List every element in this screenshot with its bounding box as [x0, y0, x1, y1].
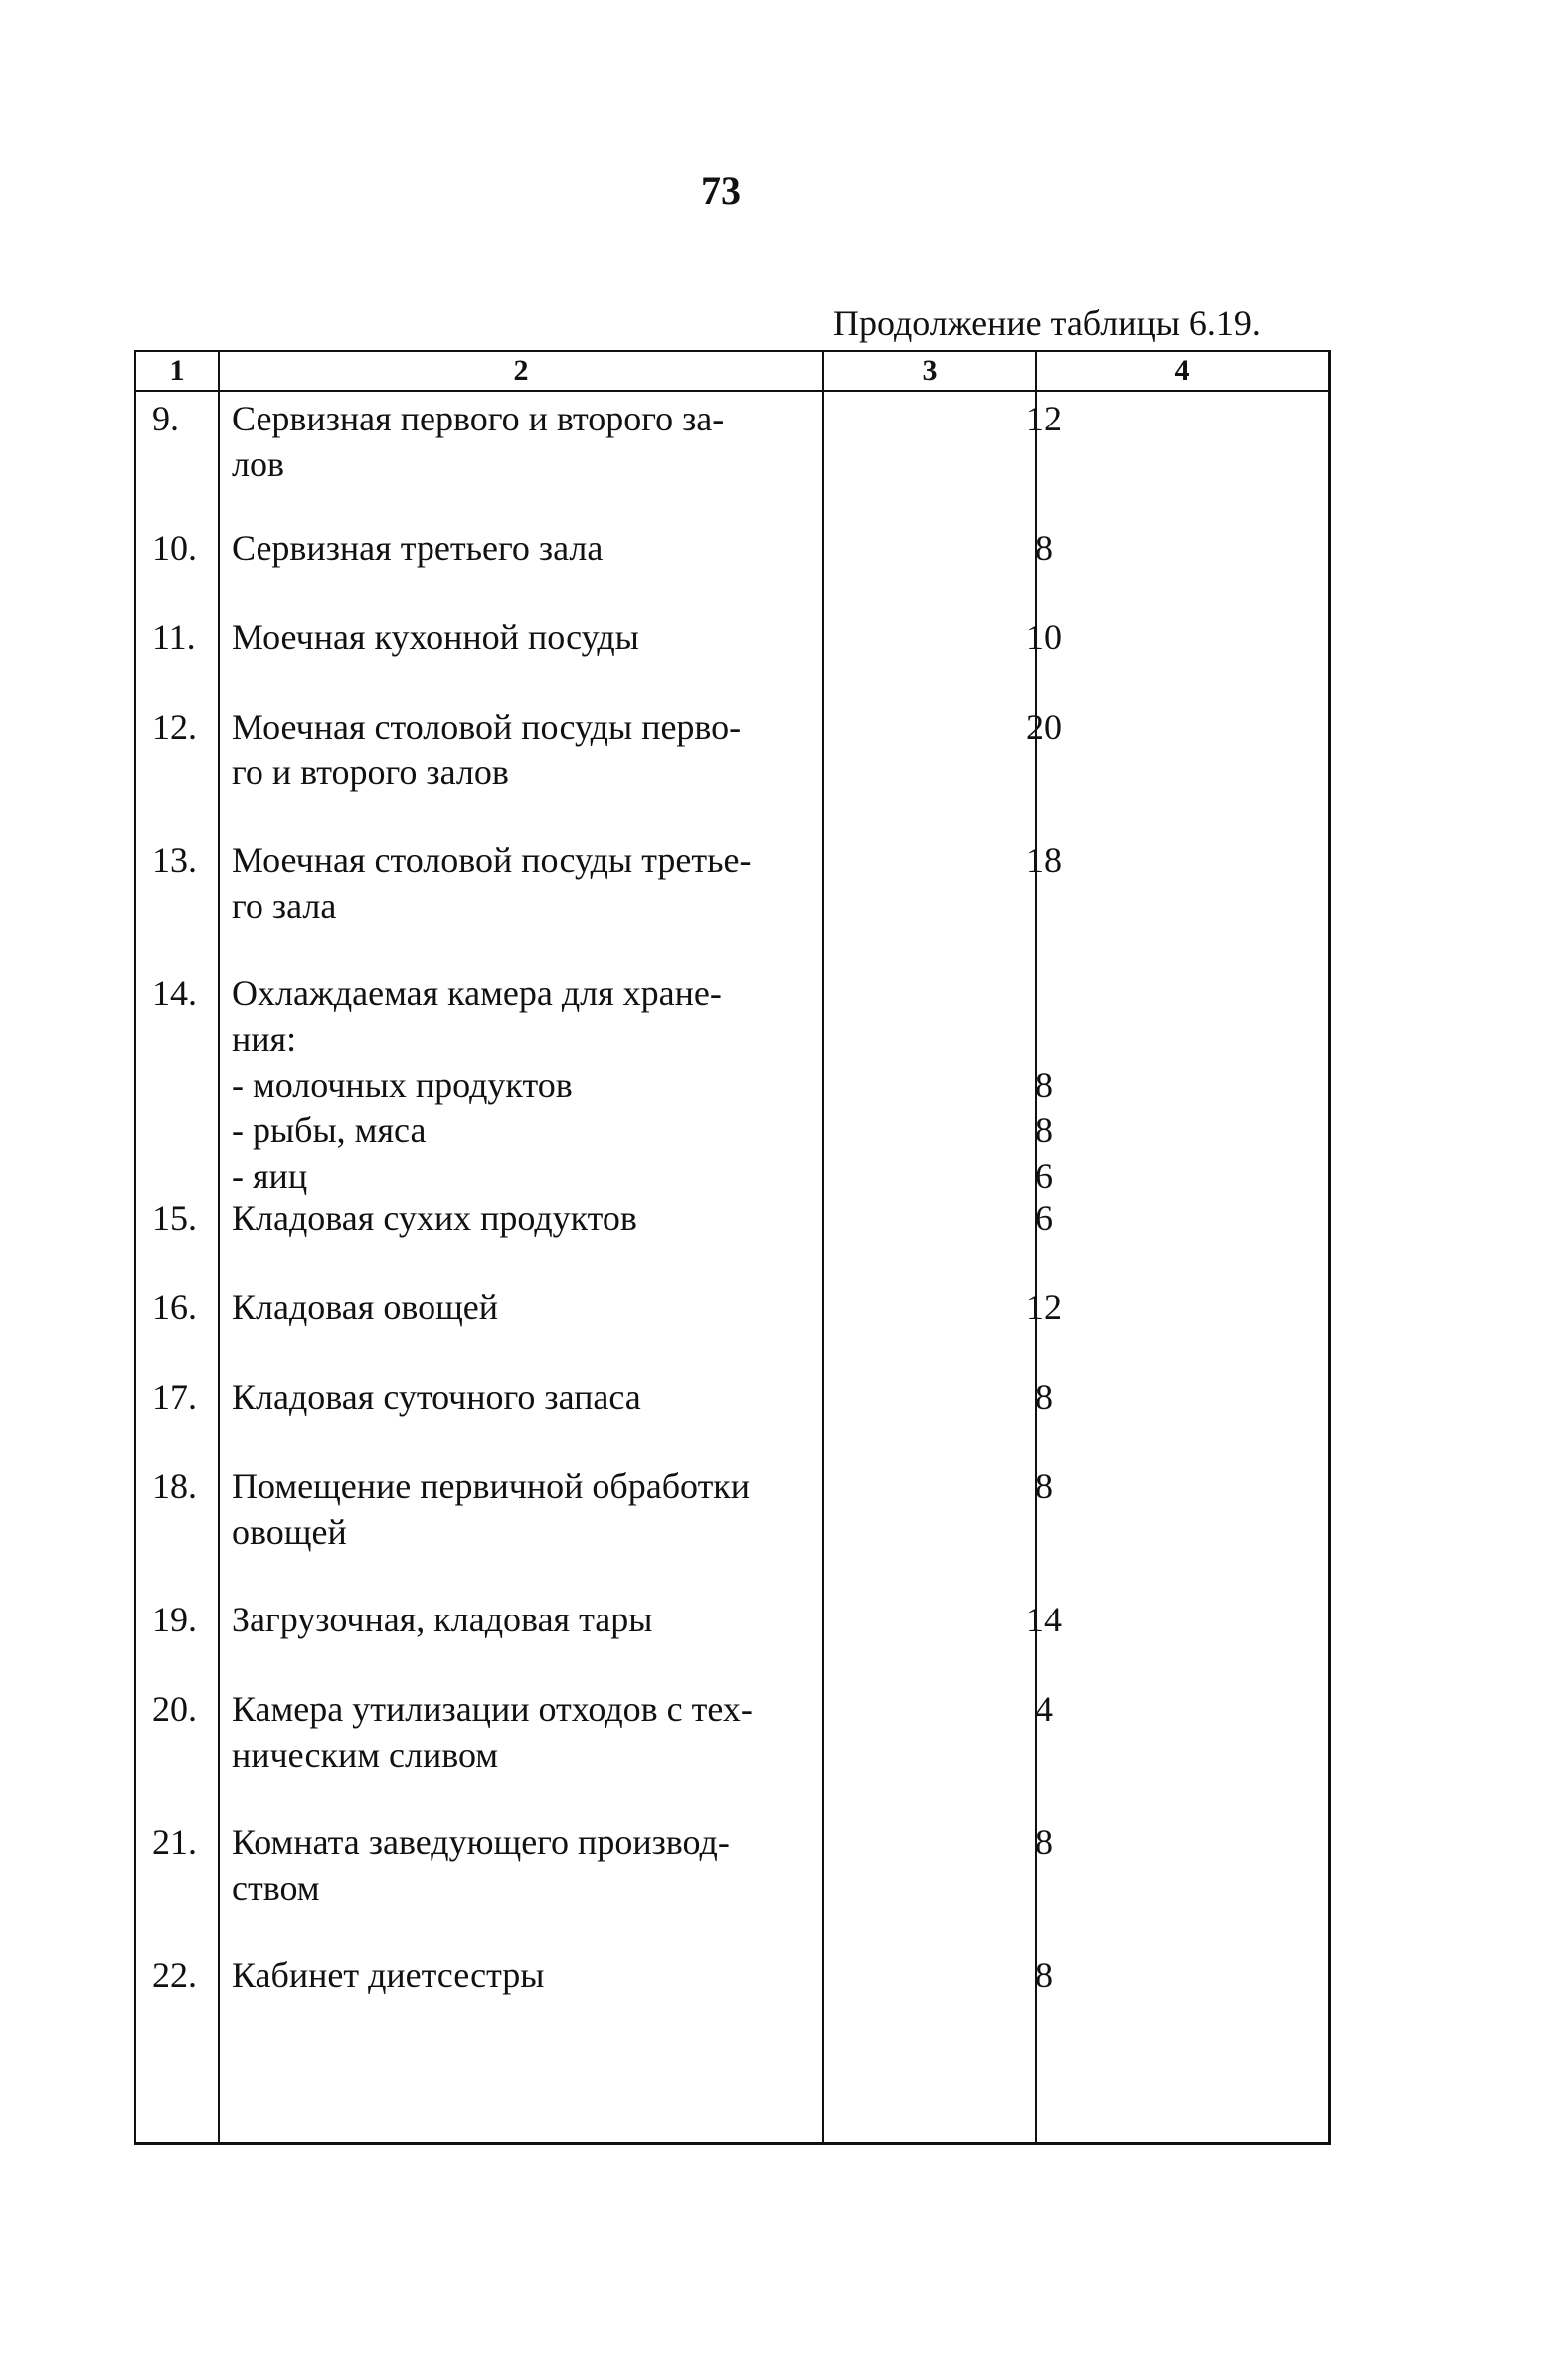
area-value-line: 20 [1026, 707, 1062, 747]
room-name-line: Сервизная третьего зала [232, 528, 604, 568]
area-value-line: 8 [1035, 1377, 1053, 1417]
room-name [232, 1597, 928, 1642]
room-area-value [940, 1597, 1148, 1642]
area-value-line: 8 [1035, 528, 1053, 568]
room-name-line: Кладовая овощей [232, 1287, 499, 1327]
header-col-3: 3 [922, 354, 938, 387]
room-name-line: Кладовая сухих продуктов [232, 1198, 637, 1238]
room-name [232, 1819, 928, 1911]
room-name [232, 1463, 928, 1555]
area-value-line: 14 [1026, 1600, 1062, 1639]
room-name [232, 525, 928, 571]
room-name [232, 837, 928, 929]
table-caption: Продолжение таблицы 6.19. [833, 303, 1261, 343]
room-area-value [940, 1953, 1148, 1998]
row-number: 10. [152, 528, 197, 568]
area-value-line: 8 [1035, 1110, 1053, 1150]
row-number: 19. [152, 1600, 197, 1639]
room-name [232, 970, 928, 1199]
area-value-line: 8 [1035, 1065, 1053, 1105]
row-number: 22. [152, 1955, 197, 1995]
row-number: 18. [152, 1466, 197, 1506]
room-name-line: ством [232, 1868, 320, 1908]
area-value-line: 6 [1035, 1156, 1053, 1196]
room-area-value [940, 1195, 1148, 1241]
room-name-line: Охлаждаемая камера для хране- [232, 973, 722, 1013]
room-name-line: Моечная кухонной посуды [232, 617, 639, 657]
row-number: 11. [152, 617, 196, 657]
area-value-line: 8 [1035, 1466, 1053, 1506]
header-col-4: 4 [1174, 354, 1190, 387]
room-name-line: - молочных продуктов [232, 1065, 573, 1105]
room-area-value [940, 704, 1148, 750]
room-name-line: Кабинет диетсестры [232, 1955, 545, 1995]
room-name [232, 396, 928, 487]
area-value-line [940, 970, 1148, 1016]
room-area-value [940, 837, 1148, 883]
row-number: 16. [152, 1287, 197, 1327]
room-name-line: ния: [232, 1019, 297, 1059]
room-name [232, 1284, 928, 1330]
room-name-line: Помещение первичной обработки [232, 1466, 751, 1506]
room-area-value [940, 614, 1148, 660]
area-value-line: 6 [1035, 1198, 1053, 1238]
row-number: 14. [152, 973, 197, 1013]
room-area-value [940, 1284, 1148, 1330]
row-number: 17. [152, 1377, 197, 1417]
room-name [232, 1686, 928, 1778]
area-value-line: 12 [1026, 1287, 1062, 1327]
room-name-line: лов [232, 444, 284, 484]
area-value-line: 10 [1026, 617, 1062, 657]
room-area-value [940, 970, 1148, 1199]
table-header [136, 352, 1328, 392]
room-name [232, 1374, 928, 1420]
area-value-line: 12 [1026, 399, 1062, 438]
header-col-2: 2 [513, 354, 529, 387]
area-value-line: 8 [1035, 1822, 1053, 1862]
area-value-line: 8 [1035, 1955, 1053, 1995]
rooms-table [134, 350, 1331, 2145]
room-name-line: Камера утилизации отходов с тех- [232, 1689, 753, 1729]
room-name-line: - яиц [232, 1156, 308, 1196]
room-area-value [940, 396, 1148, 441]
room-name-line: овощей [232, 1512, 347, 1552]
row-number: 13. [152, 840, 197, 880]
room-name [232, 1953, 928, 1998]
room-area-value [940, 1374, 1148, 1420]
header-col-1: 1 [169, 354, 185, 387]
area-value-line [940, 1016, 1148, 1062]
room-name-line: Загрузочная, кладовая тары [232, 1600, 653, 1639]
row-number: 15. [152, 1198, 197, 1238]
room-name-line: го зала [232, 886, 337, 926]
room-area-value [940, 525, 1148, 571]
room-name [232, 1195, 928, 1241]
area-value-line: 18 [1026, 840, 1062, 880]
room-name-line: Моечная столовой посуды перво- [232, 707, 742, 747]
room-name-line: Комната заведующего производ- [232, 1822, 730, 1862]
area-value-line: 4 [1035, 1689, 1053, 1729]
page-number: 73 [701, 168, 741, 213]
row-number: 21. [152, 1822, 197, 1862]
room-name-line: го и второго залов [232, 753, 509, 792]
room-name-line: Сервизная первого и второго за- [232, 399, 725, 438]
row-number: 12. [152, 707, 197, 747]
room-name [232, 614, 928, 660]
room-name-line: Кладовая суточного запаса [232, 1377, 641, 1417]
room-area-value [940, 1819, 1148, 1865]
room-name-line: Моечная столовой посуды третье- [232, 840, 752, 880]
row-number: 20. [152, 1689, 197, 1729]
row-number: 9. [152, 399, 179, 438]
room-area-value [940, 1463, 1148, 1509]
room-name-line: ническим сливом [232, 1735, 499, 1775]
room-name [232, 704, 928, 795]
room-name-line: - рыбы, мяса [232, 1110, 427, 1150]
room-area-value [940, 1686, 1148, 1732]
